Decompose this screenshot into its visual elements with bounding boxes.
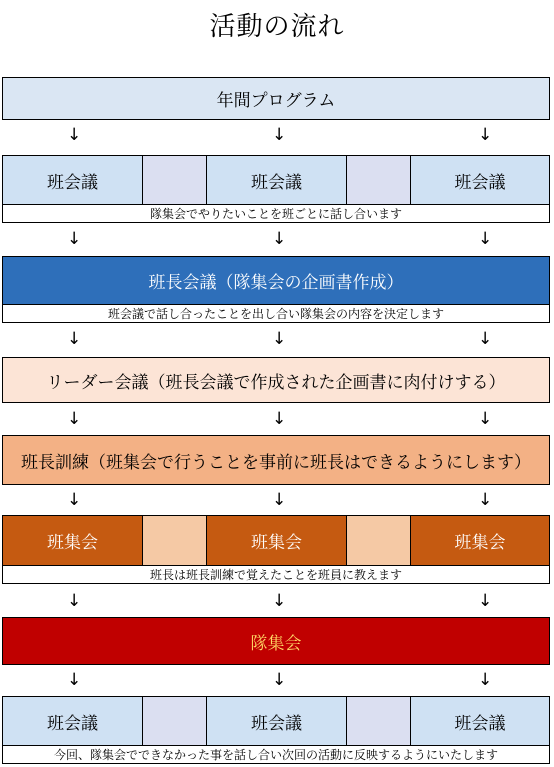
patrol-meeting-row-2: [2, 696, 550, 746]
down-arrow-icon: ↓: [67, 125, 82, 145]
down-arrow-icon: ↓: [67, 409, 82, 429]
down-arrow-icon: ↓: [478, 591, 493, 611]
down-arrow-icon: ↓: [478, 490, 493, 510]
note-text: 今回、隊集会でできなかった事を話し合い次回の活動に反映するようにいたします: [2, 746, 550, 764]
patrol-meeting-cell: 班会議: [411, 156, 549, 204]
leader-meeting-label: リーダー会議（班長会議で作成された企画書に肉付けする）: [46, 372, 506, 393]
spacer-cell: [347, 156, 411, 204]
annual-program-box: [2, 77, 550, 120]
spacer-cell: [347, 516, 411, 565]
patrol-meeting-cell: 班会議: [3, 697, 143, 745]
patrol-meeting-row-1: [2, 155, 550, 205]
down-arrow-icon: ↓: [67, 591, 82, 611]
note-text: 隊集会でやりたいことを班ごとに話し合います: [2, 205, 550, 223]
down-arrow-icon: ↓: [478, 229, 493, 249]
down-arrow-icon: ↓: [272, 229, 287, 249]
arrow-row: [0, 124, 554, 146]
down-arrow-icon: ↓: [272, 591, 287, 611]
down-arrow-icon: ↓: [67, 490, 82, 510]
patrol-gathering-cell: 班集会: [207, 516, 347, 565]
down-arrow-icon: ↓: [67, 670, 82, 690]
troop-meeting-box: [2, 617, 550, 665]
spacer-cell: [143, 156, 207, 204]
spacer-cell: [143, 516, 207, 565]
page-title: 活動の流れ: [209, 12, 345, 42]
patrol-gathering-row: [2, 515, 550, 566]
down-arrow-icon: ↓: [272, 670, 287, 690]
patrol-meeting-cell: 班会議: [411, 697, 549, 745]
arrow-row: [0, 590, 554, 612]
spacer-cell: [347, 697, 411, 745]
down-arrow-icon: ↓: [272, 329, 287, 349]
down-arrow-icon: ↓: [478, 670, 493, 690]
arrow-row: [0, 328, 554, 350]
arrow-row: [0, 408, 554, 430]
down-arrow-icon: ↓: [67, 229, 82, 249]
down-arrow-icon: ↓: [272, 125, 287, 145]
annual-program-label: 年間プログラム: [216, 91, 336, 111]
leader-meeting-box: [2, 357, 550, 403]
patrol-meeting-cell: 班会議: [3, 156, 143, 204]
down-arrow-icon: ↓: [272, 409, 287, 429]
down-arrow-icon: ↓: [478, 125, 493, 145]
arrow-row: [0, 228, 554, 250]
patrol-leader-training-box: [2, 435, 550, 485]
patrol-gathering-cell: 班集会: [3, 516, 143, 565]
arrow-row: [0, 669, 554, 691]
patrol-meeting-cell: 班会議: [207, 697, 347, 745]
patrol-gathering-cell: 班集会: [411, 516, 549, 565]
troop-meeting-label: 隊集会: [250, 633, 302, 654]
patrol-meeting-cell: 班会議: [207, 156, 347, 204]
arrow-row: [0, 489, 554, 511]
down-arrow-icon: ↓: [478, 409, 493, 429]
spacer-cell: [143, 697, 207, 745]
down-arrow-icon: ↓: [67, 329, 82, 349]
note-text: 班会議で話し合ったことを出し合い隊集会の内容を決定します: [2, 305, 550, 323]
patrol-leaders-council-label: 班長会議（隊集会の企画書作成）: [148, 273, 404, 293]
down-arrow-icon: ↓: [272, 490, 287, 510]
note-text: 班長は班長訓練で覚えたことを班員に教えます: [2, 566, 550, 584]
patrol-leader-training-label: 班長訓練（班集会で行うことを事前に班長はできるようにします）: [21, 452, 531, 473]
patrol-leaders-council-box: [2, 256, 550, 305]
down-arrow-icon: ↓: [478, 329, 493, 349]
